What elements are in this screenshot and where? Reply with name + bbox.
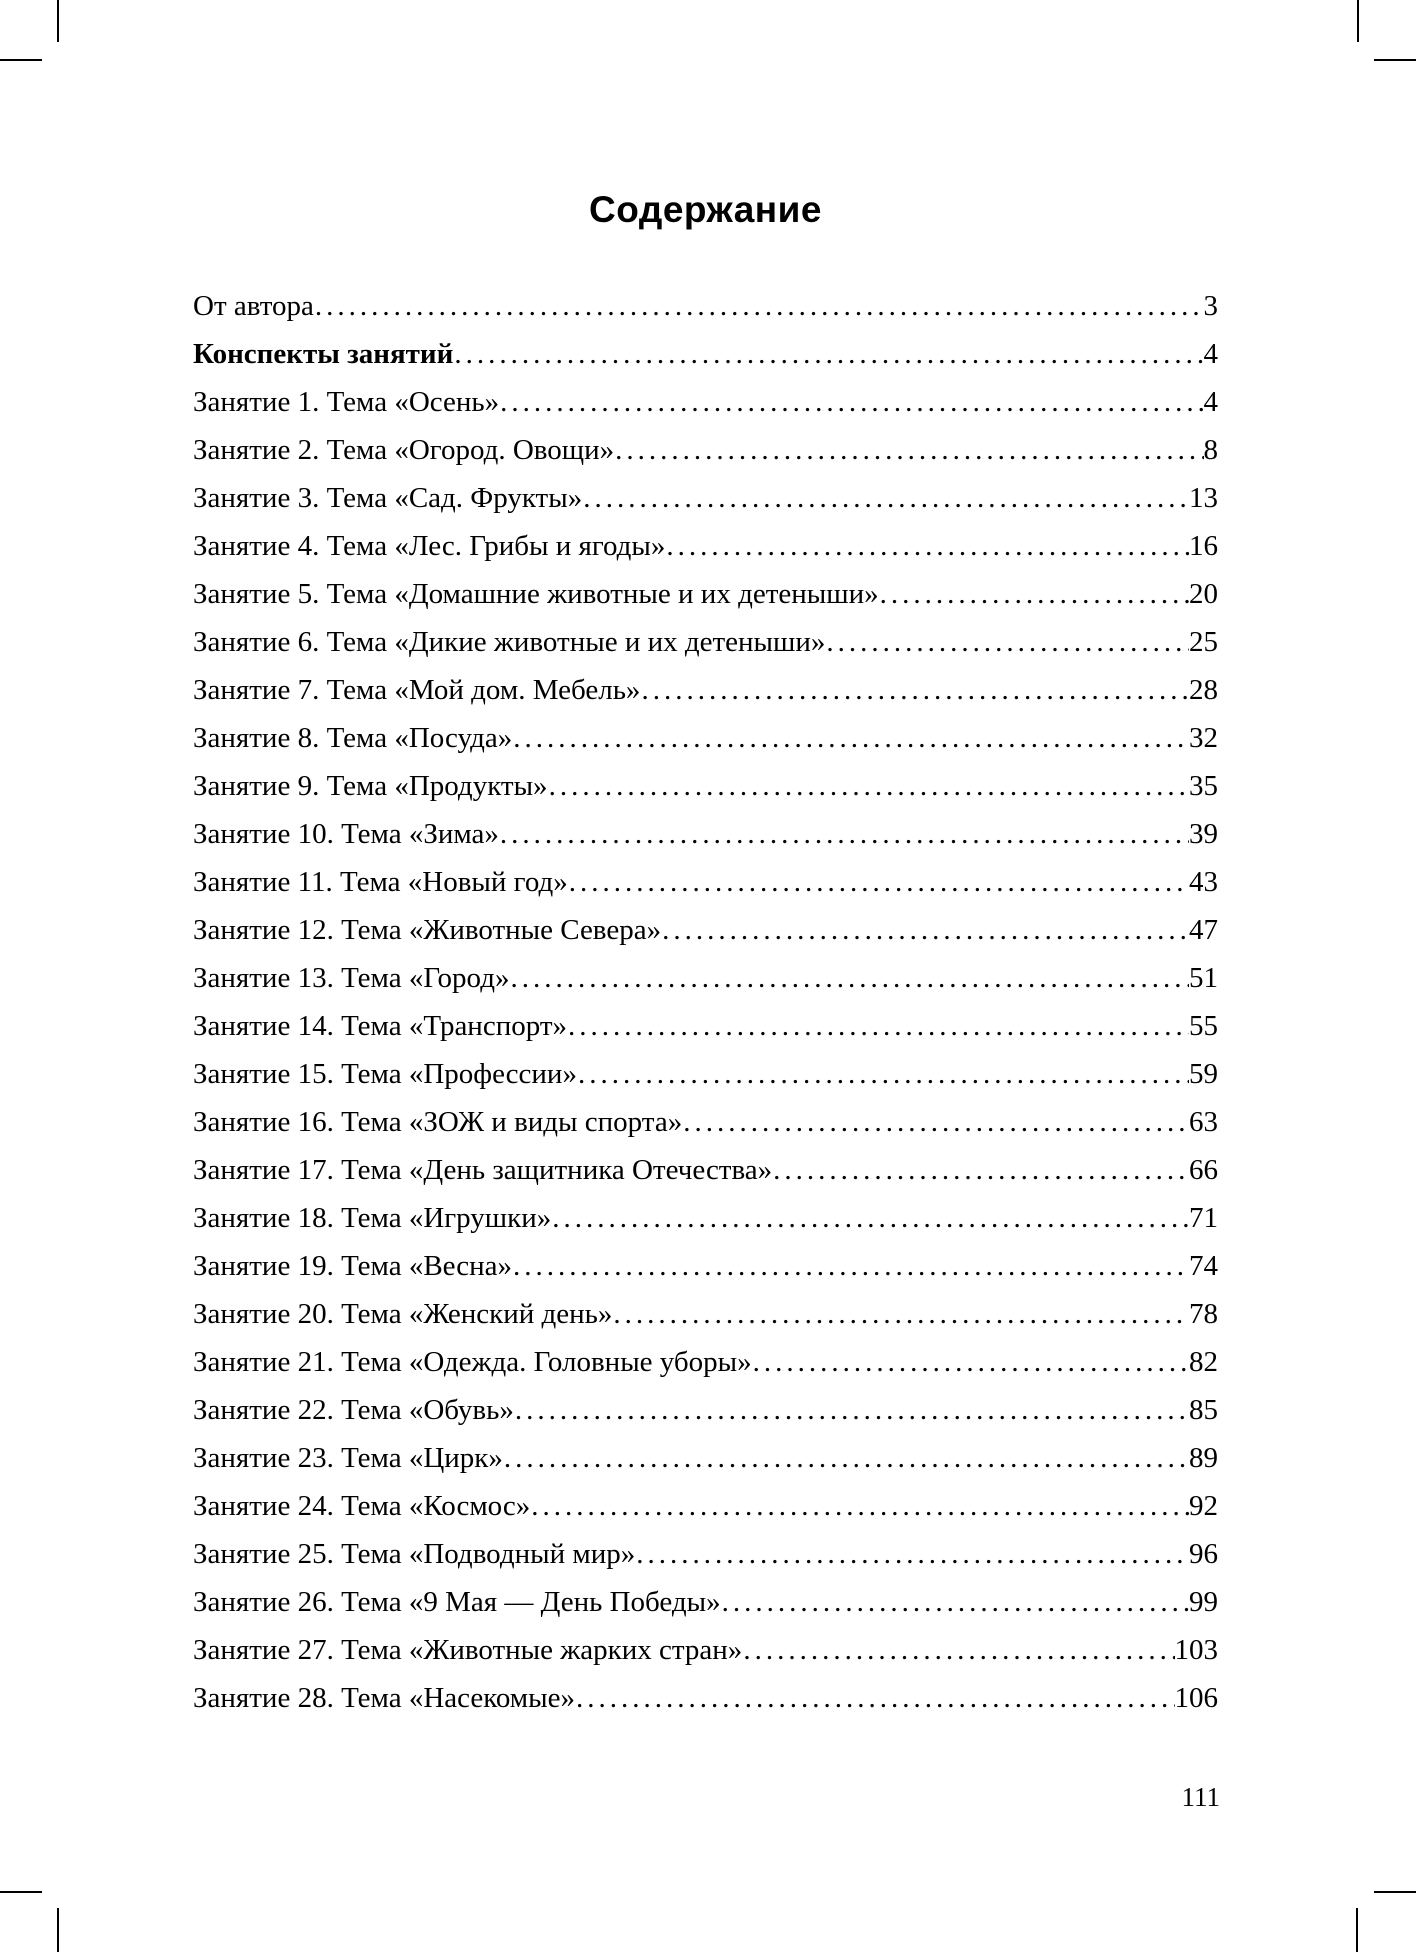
toc-entry-label: Занятие 24. Тема «Космос» xyxy=(193,1490,531,1522)
toc-entry-page: 99 xyxy=(1189,1586,1218,1618)
toc-entry-page: 16 xyxy=(1189,530,1218,562)
toc-entry-label: Занятие 28. Тема «Насекомые» xyxy=(193,1682,576,1714)
toc-entry xyxy=(193,1290,1218,1338)
toc-entry-page: 78 xyxy=(1189,1298,1218,1330)
toc-entry-page: 74 xyxy=(1189,1250,1218,1282)
toc-entry-label: Занятие 3. Тема «Сад. Фрукты» xyxy=(193,482,583,514)
toc-leader-dots xyxy=(752,1338,1189,1386)
toc-entry xyxy=(193,906,1218,954)
toc-entry-page: 106 xyxy=(1174,1682,1218,1714)
toc-leader-dots xyxy=(509,954,1189,1002)
toc-entry-page: 25 xyxy=(1189,626,1218,658)
toc-entry xyxy=(193,1626,1218,1674)
toc-entry-page: 32 xyxy=(1189,722,1218,754)
toc-entry-label: Занятие 11. Тема «Новый год» xyxy=(193,866,568,898)
toc-leader-dots xyxy=(661,906,1189,954)
toc-entry xyxy=(193,1434,1218,1482)
toc-entry xyxy=(193,858,1218,906)
toc-entry-label: Конспекты занятий xyxy=(193,338,454,370)
toc-entry-label: Занятие 8. Тема «Посуда» xyxy=(193,722,513,754)
toc-leader-dots xyxy=(614,426,1203,474)
toc-entry-label: Занятие 25. Тема «Подводный мир» xyxy=(193,1538,636,1570)
toc-entry-label: Занятие 2. Тема «Огород. Овощи» xyxy=(193,434,615,466)
toc-entry xyxy=(193,666,1218,714)
toc-leader-dots xyxy=(772,1146,1189,1194)
toc-entry-page: 8 xyxy=(1203,434,1218,466)
toc-entry-page: 43 xyxy=(1189,866,1218,898)
toc-entry xyxy=(193,1098,1218,1146)
toc-entry xyxy=(193,426,1218,474)
toc-entry xyxy=(193,1386,1218,1434)
page-number: 111 xyxy=(1181,1782,1220,1812)
toc-entry xyxy=(193,378,1218,426)
toc-leader-dots xyxy=(635,1530,1189,1578)
toc-entry-page: 71 xyxy=(1189,1202,1218,1234)
toc-entry-page: 47 xyxy=(1189,914,1218,946)
toc-entry-label: Занятие 23. Тема «Цирк» xyxy=(193,1442,503,1474)
toc-entry xyxy=(193,474,1218,522)
toc-entry xyxy=(193,1194,1218,1242)
toc-leader-dots xyxy=(575,1674,1174,1722)
toc-leader-dots xyxy=(514,1386,1189,1434)
toc-entry-page: 92 xyxy=(1189,1490,1218,1522)
toc-entry-label: Занятие 26. Тема «9 Мая — День Победы» xyxy=(193,1586,721,1618)
toc-entry-page: 89 xyxy=(1189,1442,1218,1474)
toc-leader-dots xyxy=(568,858,1189,906)
toc-entry xyxy=(193,282,1218,330)
toc-entry xyxy=(193,1674,1218,1722)
toc-entry xyxy=(193,1578,1218,1626)
toc-leader-dots xyxy=(825,618,1189,666)
toc-leader-dots xyxy=(567,1002,1189,1050)
toc-leader-dots xyxy=(682,1098,1189,1146)
toc-entry xyxy=(193,1530,1218,1578)
toc-entry xyxy=(193,714,1218,762)
toc-entry xyxy=(193,1002,1218,1050)
toc-entry-label: Занятие 14. Тема «Транспорт» xyxy=(193,1010,568,1042)
toc-entry-page: 96 xyxy=(1189,1538,1218,1570)
toc-leader-dots xyxy=(665,522,1189,570)
toc-entry-page: 35 xyxy=(1189,770,1218,802)
toc-entry-page: 55 xyxy=(1189,1010,1218,1042)
toc-leader-dots xyxy=(640,666,1189,714)
toc-entry-label: Занятие 17. Тема «День защитника Отечества» xyxy=(193,1154,773,1186)
toc-entry-page: 20 xyxy=(1189,578,1218,610)
toc-entry-label: Занятие 7. Тема «Мой дом. Мебель» xyxy=(193,674,641,706)
toc-entry-label: Занятие 20. Тема «Женский день» xyxy=(193,1298,613,1330)
toc-entry-page: 39 xyxy=(1189,818,1218,850)
toc-leader-dots xyxy=(503,1434,1189,1482)
toc-entry-label: Занятие 19. Тема «Весна» xyxy=(193,1250,513,1282)
toc-entry-page: 59 xyxy=(1189,1058,1218,1090)
toc-entry-label: Занятие 1. Тема «Осень» xyxy=(193,386,500,418)
toc-entry-label: Занятие 27. Тема «Животные жарких стран» xyxy=(193,1634,743,1666)
toc-entry-label: Занятие 13. Тема «Город» xyxy=(193,962,510,994)
toc-leader-dots xyxy=(530,1482,1189,1530)
toc-entry-label: Занятие 9. Тема «Продукты» xyxy=(193,770,548,802)
toc-entry xyxy=(193,618,1218,666)
crop-mark-bottom-right-vertical xyxy=(1356,1908,1358,1952)
toc-entry-label: Занятие 15. Тема «Профессии» xyxy=(193,1058,577,1090)
toc-entry xyxy=(193,1482,1218,1530)
toc-entry xyxy=(193,522,1218,570)
toc-entry-label: Занятие 22. Тема «Обувь» xyxy=(193,1394,514,1426)
toc-leader-dots xyxy=(879,570,1189,618)
toc-entry xyxy=(193,762,1218,810)
toc-entry xyxy=(193,570,1218,618)
toc-entry-page: 85 xyxy=(1189,1394,1218,1426)
toc-leader-dots xyxy=(548,762,1189,810)
toc-leader-dots xyxy=(721,1578,1189,1626)
crop-mark-bottom-left-horizontal xyxy=(0,1891,42,1893)
toc-entry-label: Занятие 18. Тема «Игрушки» xyxy=(193,1202,552,1234)
toc-entry xyxy=(193,1146,1218,1194)
toc-leader-dots xyxy=(742,1626,1174,1674)
toc-entry xyxy=(193,330,1218,378)
crop-mark-top-right-vertical xyxy=(1357,0,1359,42)
toc-entry-label: Занятие 4. Тема «Лес. Грибы и ягоды» xyxy=(193,530,666,562)
toc-entry xyxy=(193,810,1218,858)
toc-entry-page: 28 xyxy=(1189,674,1218,706)
toc-list xyxy=(193,282,1218,1722)
toc-leader-dots xyxy=(453,330,1203,378)
toc-entry xyxy=(193,1338,1218,1386)
toc-entry-label: Занятие 16. Тема «ЗОЖ и виды спорта» xyxy=(193,1106,683,1138)
toc-leader-dots xyxy=(612,1290,1189,1338)
toc-leader-dots xyxy=(499,810,1189,858)
toc-entry-page: 63 xyxy=(1189,1106,1218,1138)
toc-entry-label: Занятие 6. Тема «Дикие животные и их детеныши» xyxy=(193,626,826,658)
toc-entry-page: 13 xyxy=(1189,482,1218,514)
toc-entry-label: Занятие 5. Тема «Домашние животные и их детеныши» xyxy=(193,578,879,610)
page-title: Содержание xyxy=(589,189,822,230)
toc-leader-dots xyxy=(551,1194,1189,1242)
toc-entry xyxy=(193,1242,1218,1290)
crop-mark-top-right-horizontal xyxy=(1374,59,1416,61)
toc-entry-label: От автора xyxy=(193,290,314,322)
toc-entry-label: Занятие 21. Тема «Одежда. Головные уборы» xyxy=(193,1346,752,1378)
crop-mark-bottom-right-horizontal xyxy=(1374,1891,1416,1893)
toc-leader-dots xyxy=(512,1242,1189,1290)
toc-entry-page: 103 xyxy=(1174,1634,1218,1666)
crop-mark-bottom-left-vertical xyxy=(57,1908,59,1952)
crop-mark-top-left-vertical xyxy=(57,0,59,42)
toc-entry-page: 3 xyxy=(1203,290,1218,322)
toc-entry-page: 66 xyxy=(1189,1154,1218,1186)
toc-leader-dots xyxy=(512,714,1189,762)
toc-leader-dots xyxy=(314,282,1204,330)
toc-entry xyxy=(193,1050,1218,1098)
toc-entry-page: 82 xyxy=(1189,1346,1218,1378)
toc-entry-page: 51 xyxy=(1189,962,1218,994)
toc-leader-dots xyxy=(499,378,1203,426)
crop-mark-top-left-horizontal xyxy=(0,59,42,61)
toc-entry xyxy=(193,954,1218,1002)
toc-entry-page: 4 xyxy=(1203,386,1218,418)
toc-entry-label: Занятие 12. Тема «Животные Севера» xyxy=(193,914,662,946)
toc-leader-dots xyxy=(582,474,1189,522)
toc-entry-page: 4 xyxy=(1203,338,1218,370)
toc-entry-label: Занятие 10. Тема «Зима» xyxy=(193,818,499,850)
toc-leader-dots xyxy=(577,1050,1189,1098)
